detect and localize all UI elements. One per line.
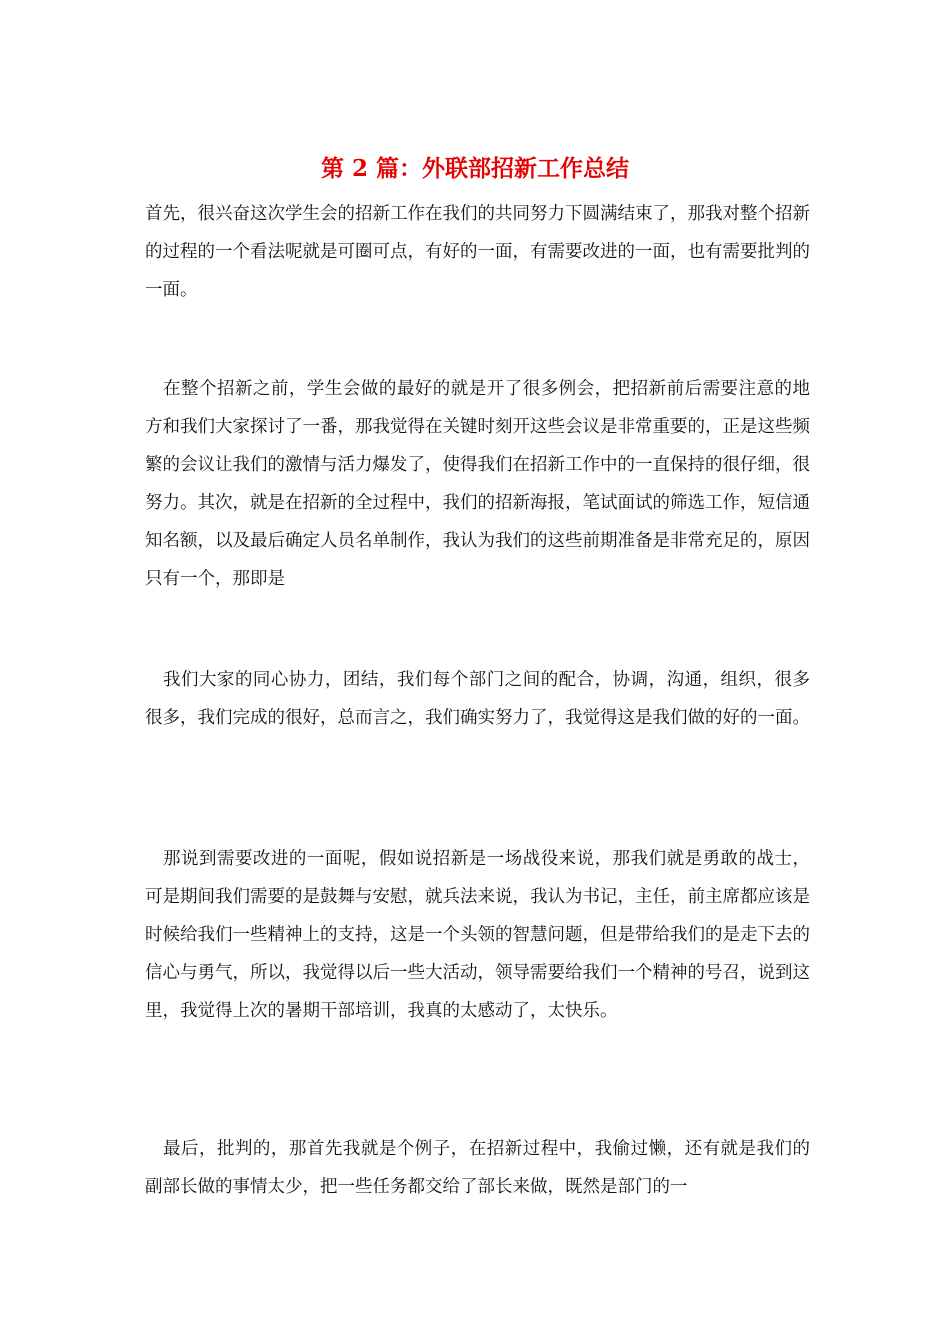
document-title: 第 2 篇：外联部招新工作总结 xyxy=(320,155,630,182)
paragraph-criticism: 最后，批判的，那首先我就是个例子，在招新过程中，我偷过懒，还有就是我们的副部长做的事情太少，把一些任务都交给了部长来做，既然是部门的一 xyxy=(145,1139,810,1197)
paragraph-teamwork: 我们大家的同心协力，团结，我们每个部门之间的配合，协调，沟通，组织，很多很多，我们完成的很好，总而言之，我们确实努力了，我觉得这是我们做的好的一面。 xyxy=(145,670,810,728)
paragraph-improvement: 那说到需要改进的一面呢，假如说招新是一场战役来说，那我们就是勇敢的战士，可是期间我们需要的是鼓舞与安慰，就兵法来说，我认为书记，主任，前主席都应该是时候给我们一些精神上的支持，这是一个头领的智慧问题，但是带给我们的是走下去的信心与勇气，所以，我觉得以后一些大活动，领导需要给我们一个精神的号召，说到这里，我觉得上次的暑期干部培训，我真的太感动了，太快乐。 xyxy=(145,849,810,1021)
paragraph-opening: 首先，很兴奋这次学生会的招新工作在我们的共同努力下圆满结束了，那我对整个招新的过程的一个看法呢就是可圈可点，有好的一面，有需要改进的一面，也有需要批判的一面。 xyxy=(145,204,810,300)
paragraph-preparation: 在整个招新之前，学生会做的最好的就是开了很多例会，把招新前后需要注意的地方和我们大家探讨了一番，那我觉得在关键时刻开这些会议是非常重要的，正是这些频繁的会议让我们的激情与活力爆发了，使得我们在招新工作中的一直保持的很仔细，很努力。其次，就是在招新的全过程中，我们的招新海报，笔试面试的筛选工作，短信通知名额，以及最后确定人员名单制作，我认为我们的这些前期准备是非常充足的，原因只有一个，那即是 xyxy=(145,379,810,589)
